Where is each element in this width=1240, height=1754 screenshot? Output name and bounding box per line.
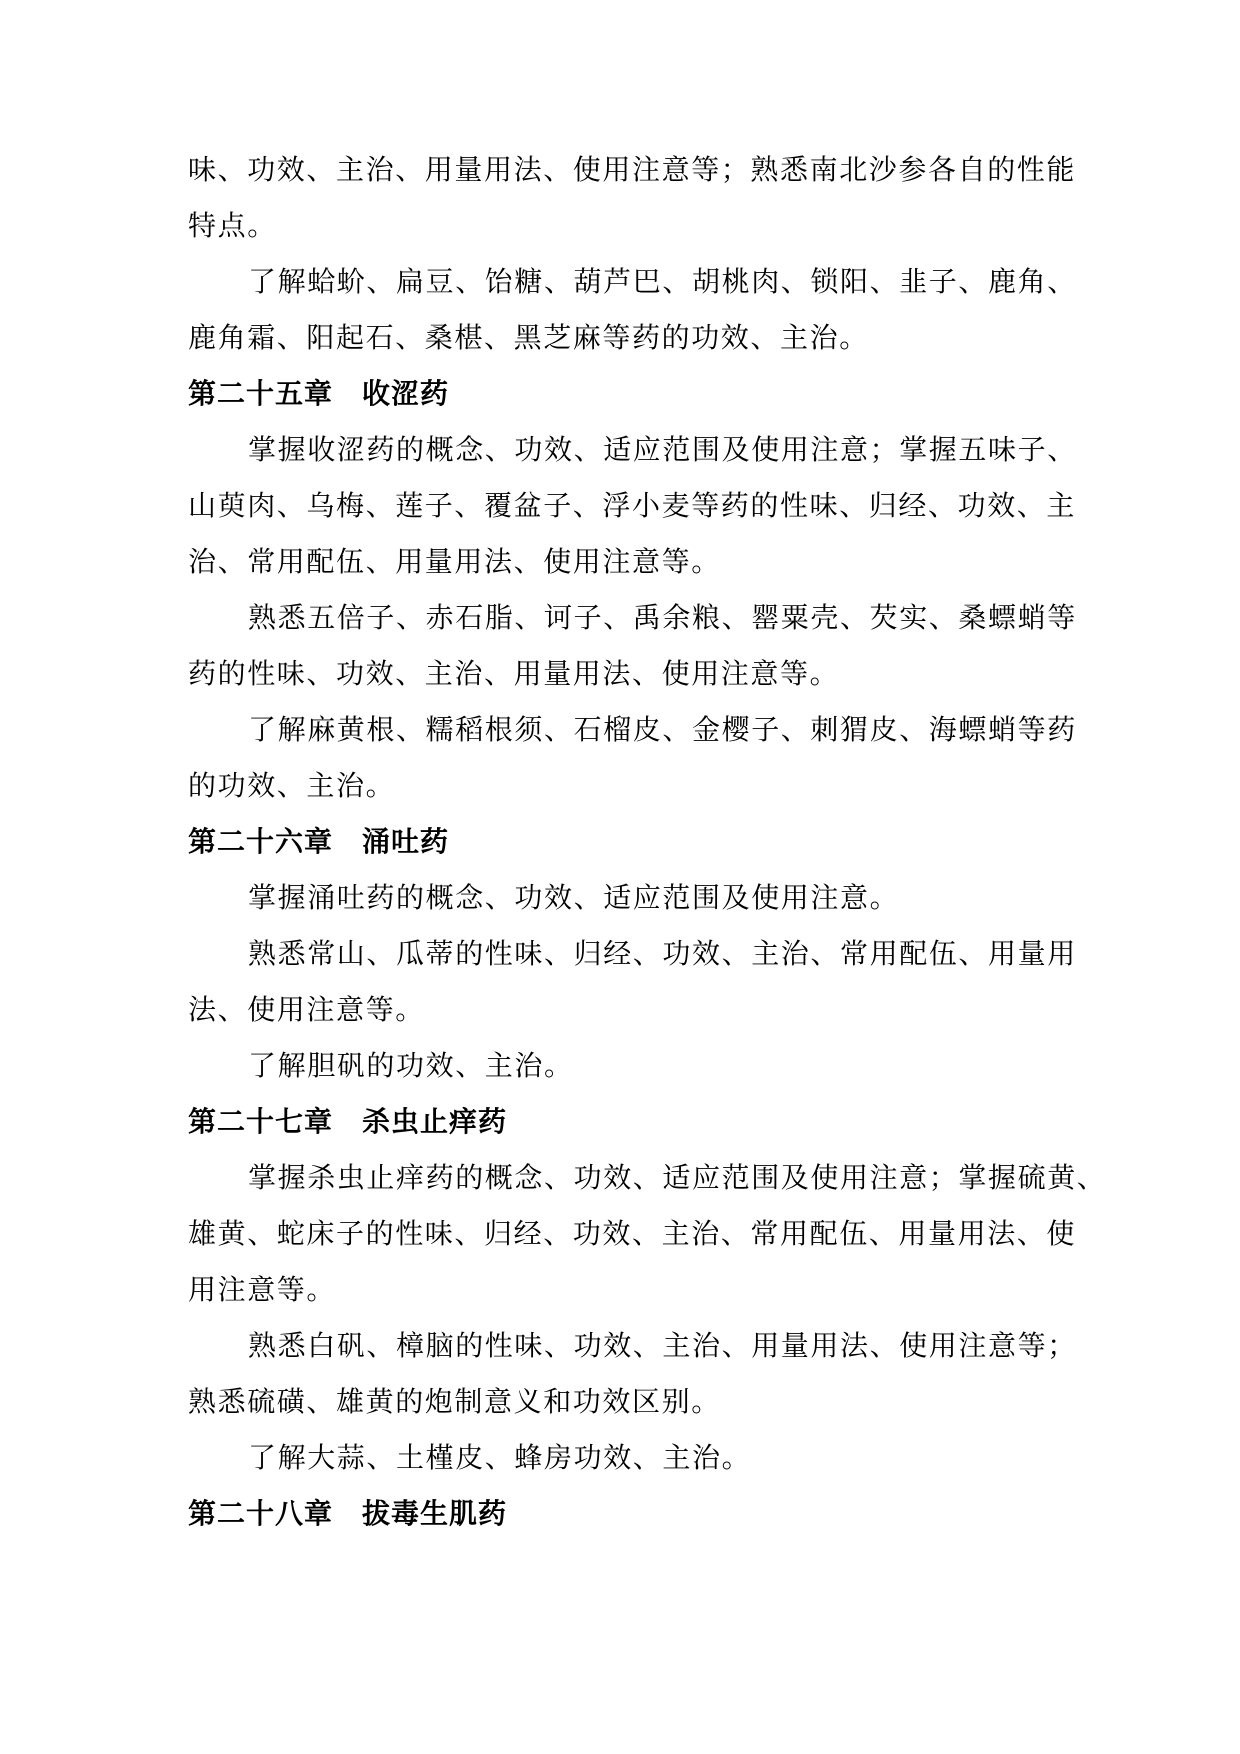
- paragraph-line: 法、使用注意等。: [188, 993, 425, 1026]
- paragraph-line: 熟悉五倍子、赤石脂、诃子、禹余粮、罂粟壳、芡实、桑螵蛸等: [248, 601, 1077, 634]
- paragraph-line: 的功效、主治。: [188, 769, 396, 802]
- paragraph-line: 味、功效、主治、用量用法、使用注意等；熟悉南北沙参各自的性能: [188, 153, 1077, 186]
- paragraph-line: 了解大蒜、土槿皮、蜂房功效、主治。: [248, 1441, 752, 1474]
- paragraph-line: 治、常用配伍、用量用法、使用注意等。: [188, 545, 721, 578]
- paragraph-line: 了解蛤蚧、扁豆、饴糖、葫芦巴、胡桃肉、锁阳、韭子、鹿角、: [248, 265, 1077, 298]
- chapter-heading: 第二十八章 拔毒生肌药: [188, 1497, 508, 1530]
- paragraph-line: 掌握杀虫止痒药的概念、功效、适应范围及使用注意；掌握硫黄、: [248, 1161, 1107, 1194]
- paragraph-line: 了解麻黄根、糯稻根须、石榴皮、金樱子、刺猬皮、海螵蛸等药: [248, 713, 1077, 746]
- chapter-heading: 第二十六章 涌吐药: [188, 825, 450, 858]
- chapter-heading: 第二十五章 收涩药: [188, 377, 450, 410]
- paragraph-line: 掌握收涩药的概念、功效、适应范围及使用注意；掌握五味子、: [248, 433, 1077, 466]
- paragraph-line: 用注意等。: [188, 1273, 337, 1306]
- paragraph-line: 雄黄、蛇床子的性味、归经、功效、主治、常用配伍、用量用法、使: [188, 1217, 1077, 1250]
- paragraph-line: 山萸肉、乌梅、莲子、覆盆子、浮小麦等药的性味、归经、功效、主: [188, 489, 1077, 522]
- chapter-heading: 第二十七章 杀虫止痒药: [188, 1105, 508, 1138]
- paragraph-line: 药的性味、功效、主治、用量用法、使用注意等。: [188, 657, 840, 690]
- paragraph-line: 鹿角霜、阳起石、桑椹、黑芝麻等药的功效、主治。: [188, 321, 869, 354]
- paragraph-line: 熟悉白矾、樟脑的性味、功效、主治、用量用法、使用注意等；: [248, 1329, 1077, 1362]
- paragraph-line: 熟悉常山、瓜蒂的性味、归经、功效、主治、常用配伍、用量用: [248, 937, 1077, 970]
- paragraph-line: 熟悉硫磺、雄黄的炮制意义和功效区别。: [188, 1385, 721, 1418]
- paragraph-line: 特点。: [188, 209, 277, 242]
- paragraph-line: 了解胆矾的功效、主治。: [248, 1049, 574, 1082]
- paragraph-line: 掌握涌吐药的概念、功效、适应范围及使用注意。: [248, 881, 900, 914]
